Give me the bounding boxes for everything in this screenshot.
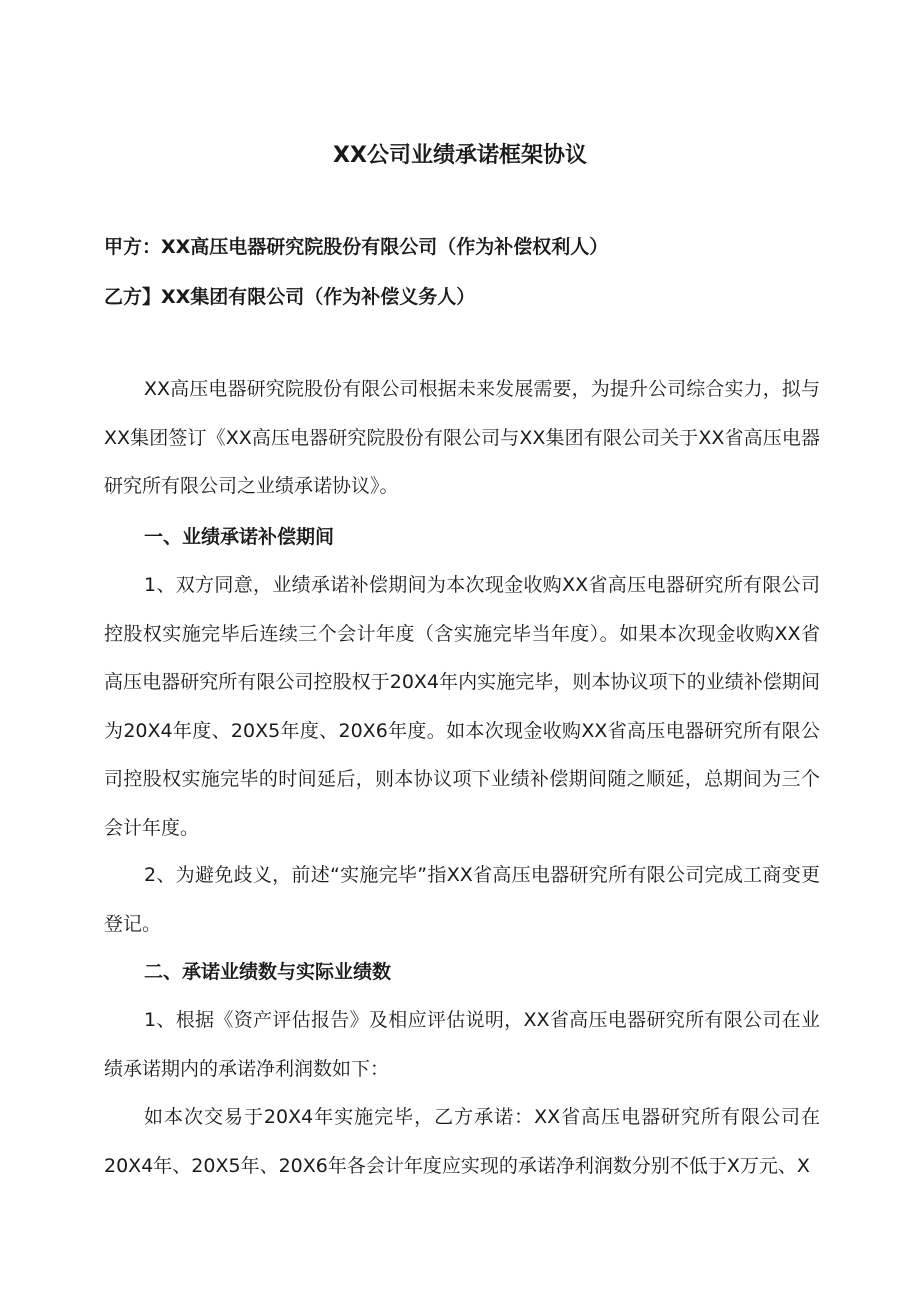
section-2-heading: 二、承诺业绩数与实际业绩数 [144, 961, 392, 983]
section-1-heading: 一、业绩承诺补偿期间 [144, 526, 335, 548]
section-2-paragraph-1: 1、根据《资产评估报告》及相应评估说明，XX省高压电器研究所有限公司在业绩承诺期内的承诺净利润数如下： [104, 1009, 820, 1080]
section-1-paragraph-2: 2、为避免歧义，前述“实施完毕”指XX省高压电器研究所有限公司完成工商变更登记。 [104, 864, 820, 935]
intro-paragraph: XX高压电器研究院股份有限公司根据未来发展需要，为提升公司综合实力，拟与XX集团签订《XX高压电器研究院股份有限公司与XX集团有限公司关于XX省高压电器研究所有限公司之业绩承诺协议》。 [104, 378, 820, 497]
party-a-line: 甲方：XX高压电器研究院股份有限公司（作为补偿权利人） [104, 236, 609, 258]
section-1-paragraph-1: 1、双方同意，业绩承诺补偿期间为本次现金收购XX省高压电器研究所有限公司控股权实施完毕后连续三个会计年度（含实施完毕当年度）。如果本次现金收购XX省高压电器研究所有限公司控股权于20X4年内实施完毕，则本协议项下的业绩补偿期间为20X4年度、20X5年度、20X6年度。如本次现金收购XX省高压电器研究所有限公司控股权实施完毕的时间延后，则本协议项下业绩补偿期间随之顺延，总期间为三个会计年度。 [104, 574, 820, 839]
document-title: XX公司业绩承诺框架协议 [333, 143, 587, 168]
party-b-line: 乙方】XX集团有限公司（作为补偿义务人） [104, 286, 476, 308]
section-2-paragraph-2: 如本次交易于20X4年实施完毕，乙方承诺：XX省高压电器研究所有限公司在20X4年、20X5年、20X6年各会计年度应实现的承诺净利润数分别不低于X万元、X [104, 1106, 820, 1177]
